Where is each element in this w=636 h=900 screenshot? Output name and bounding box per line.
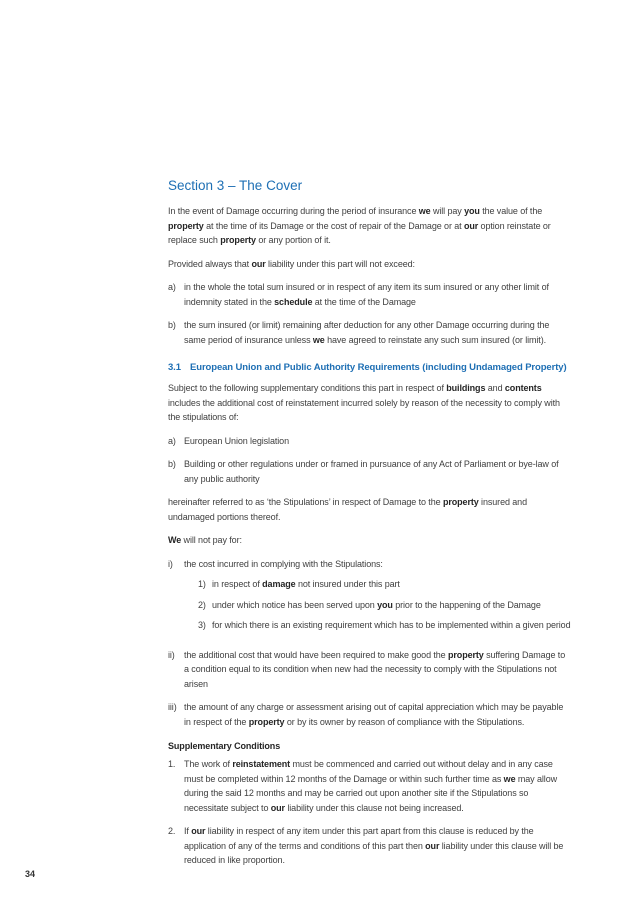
list-item-limit-b: [168, 318, 571, 347]
list-marker: iii): [168, 702, 177, 712]
list-item-text: Building or other regulations under or framed in pursuance of any Act of Parliament or bye-law of any public authority: [184, 459, 559, 484]
list-item-text: the additional cost that would have been required to make good the property suffering Damage to a condition equal to its condition when new had the necessity to comply with the Stipulations not arisen: [184, 649, 566, 689]
list-item-exclusion-ii: [168, 648, 571, 692]
sub-item-2: [198, 598, 571, 613]
subsection-heading-3-1: [168, 361, 571, 374]
list-item-stipulation-a: [168, 434, 571, 449]
list-marker: 3): [198, 620, 206, 630]
section-title: Section 3 – The Cover: [168, 178, 303, 193]
list-marker: b): [168, 320, 176, 330]
list-item-text: the amount of any charge or assessment arising out of capital appreciation which may be payable in respect of the property or by its owner by reason of compliance with the Stipulations.: [184, 702, 564, 727]
sub-item-1: [198, 577, 571, 592]
list-marker: 2.: [168, 826, 176, 836]
list-item-text: European Union legislation: [184, 435, 289, 446]
page-number: 34: [25, 869, 36, 879]
paragraph-provided: Provided always that our liability under this part will not exceed:: [168, 258, 415, 269]
sub-item-text: under which notice has been served upon you prior to the happening of the Damage: [212, 599, 541, 610]
exclusion-i-sublist: [198, 577, 571, 633]
paragraph-hereinafter: hereinafter referred to as ‘the Stipulations’ in respect of Damage to the property insured and undamaged portions thereof.: [168, 497, 527, 522]
paragraph-subject: Subject to the following supplementary conditions this part in respect of buildings and contents includes the additional cost of reinstatement incurred solely by reason of the necessity to comply with the stipulations of:: [168, 383, 560, 422]
list-item-limit-a: [168, 280, 571, 309]
list-item-exclusion-iii: [168, 700, 571, 729]
list-item-exclusion-i: [168, 557, 571, 639]
list-item-text: the sum insured (or limit) remaining after deduction for any other Damage occurring during the same period of insurance unless we have agreed to reinstate any such sum insured (or limit).: [184, 320, 550, 345]
sub-item-text: for which there is an existing requirement which has to be implemented within a given period: [212, 620, 571, 630]
list-marker: 1): [198, 579, 206, 589]
sub-item-3: [198, 618, 571, 633]
list-item-supplementary-2: [168, 824, 571, 868]
list-marker: 1.: [168, 759, 176, 769]
list-item-text: [184, 557, 571, 639]
document-content: [168, 178, 571, 877]
subsection-number: 3.1: [168, 362, 181, 373]
list-item-text: The work of reinstatement must be commenced and carried out without delay and in any case must be completed within 12 months of the Damage or within such further time as we may allow during the said 12 months and may be carried out upon another site if the Stipulations so necessitate subject to our liability under this clause not being increased.: [184, 759, 557, 813]
sub-item-text: in respect of damage not insured under this part: [212, 579, 400, 589]
list-marker: b): [168, 459, 176, 469]
supplementary-conditions-heading: Supplementary Conditions: [168, 741, 281, 751]
list-marker: a): [168, 435, 176, 446]
exclusion-i-text: the cost incurred in complying with the Stipulations:: [184, 558, 383, 569]
subsection-title: European Union and Public Authority Requirements (including Undamaged Property): [190, 362, 567, 373]
list-item-stipulation-b: [168, 457, 571, 486]
list-item-text: If our liability in respect of any item under this part apart from this clause is reduced by the application of any of the terms and conditions of this part then our liability under this clause will be reduced in like proportion.: [184, 826, 564, 865]
list-marker: a): [168, 282, 176, 292]
list-item-text: in the whole the total sum insured or in respect of any item its sum insured or any other limit of indemnity stated in the schedule at the time of the Damage: [184, 282, 549, 307]
paragraph-will-not-pay: We will not pay for:: [168, 535, 242, 545]
list-marker: ii): [168, 649, 175, 660]
list-marker: 2): [198, 599, 206, 610]
list-item-supplementary-1: [168, 757, 571, 815]
paragraph-intro: In the event of Damage occurring during the period of insurance we will pay you the value of the property at the time of its Damage or the cost of repair of the Damage or at our option reinstate or replace such property or any portion of it.: [168, 206, 551, 245]
list-marker: i): [168, 558, 173, 569]
